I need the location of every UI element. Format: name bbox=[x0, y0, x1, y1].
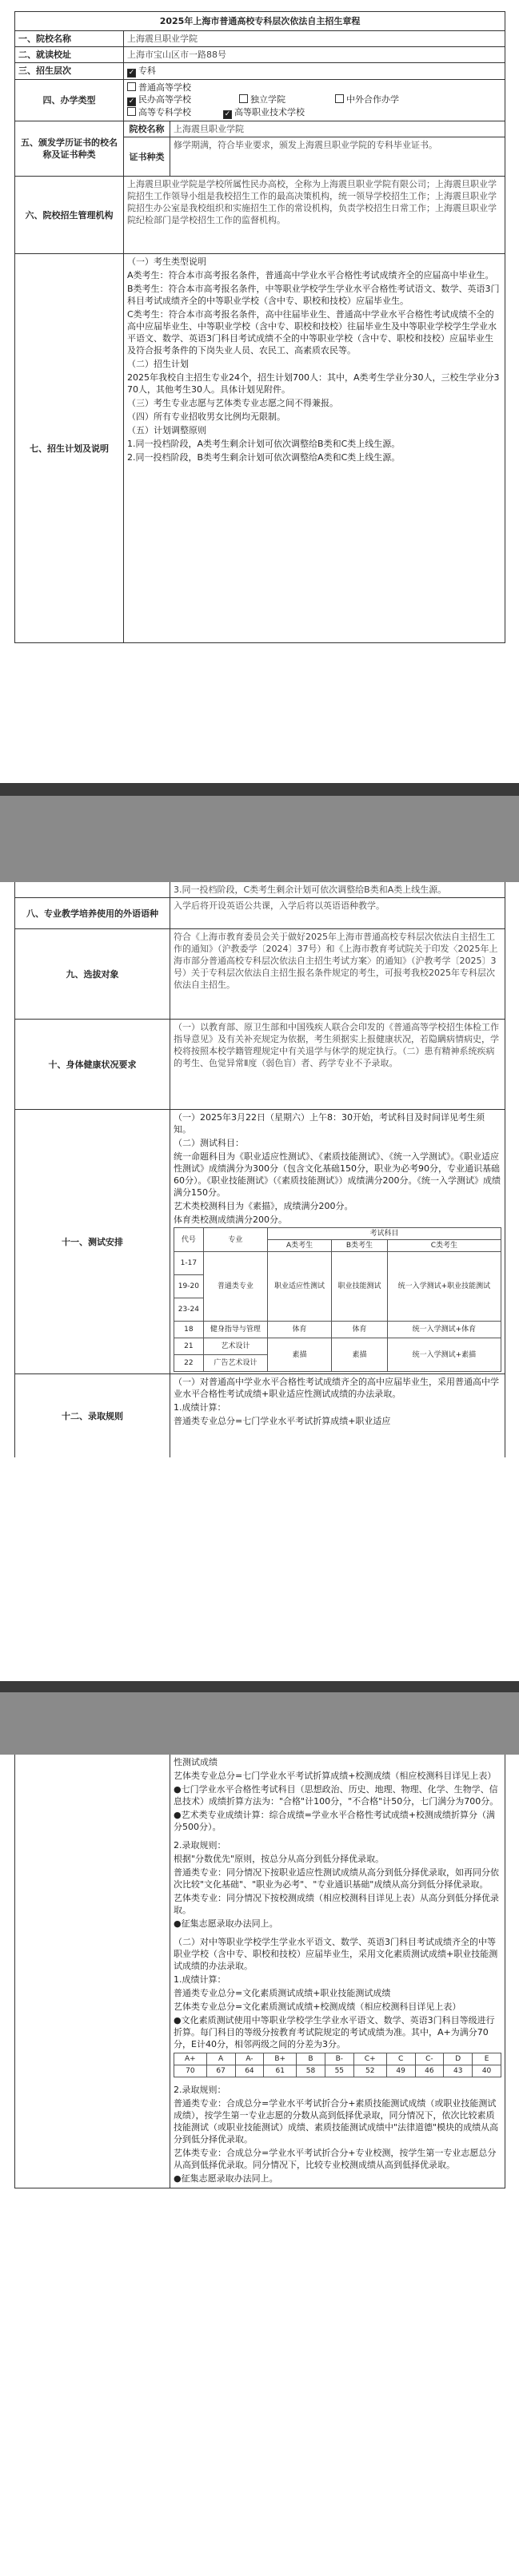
certificate-type-value: 修学期满，符合毕业要求，颁发上海震旦职业学院的专科毕业证书。 bbox=[170, 137, 505, 177]
rules-paragraph: ●征集志愿录取办法同上。 bbox=[174, 1918, 278, 1929]
test-paragraph: （一）2025年3月22日（星期六）上午8：30开始，考试科目及时间详见考生须知。 bbox=[174, 1112, 485, 1135]
grade-label: A- bbox=[235, 2053, 264, 2065]
rules-paragraph: ●七门学业水平合格性考试科目（思想政治、历史、地理、物理、化学、生物学、信息技术）成绩折算方法为："合格"计100分，"不合格"计50分，七门满分为700分。 bbox=[174, 1784, 499, 1807]
grade-label: A bbox=[206, 2053, 235, 2065]
mini-code: 21 bbox=[174, 1338, 204, 1355]
mini-code: 23-24 bbox=[174, 1298, 204, 1322]
mini-code: 1-17 bbox=[174, 1252, 204, 1275]
unchecked-box-icon bbox=[335, 94, 344, 103]
issuing-school-value: 上海震旦职业学院 bbox=[170, 121, 505, 137]
mini-header-b: B类考生 bbox=[332, 1240, 388, 1252]
grade-label: D bbox=[444, 2053, 473, 2065]
plan-paragraph: A类考生：符合本市高考报名条件，普通高中学业水平合格性考试成绩齐全的应届高中毕业生。 bbox=[127, 270, 494, 280]
mini-header-c: C类考生 bbox=[387, 1240, 501, 1252]
test-paragraph: （二）测试科目： bbox=[174, 1138, 244, 1148]
page-1 bbox=[0, 0, 519, 783]
admissions-office-value: 上海震旦职业学院是学校所属性民办高校，全称为上海震旦职业学院有限公司；上海震旦职业学院招生工作领导小组是我校招生工作的最高决策机构，统一领导学校招生工作；上海震旦职业学院招生办公室是我校组织和实施招生工作的常设机构，负责学校招生日常工作；上海震旦职业学院纪检部门是学校招生工作的监督机构。 bbox=[124, 177, 505, 254]
unchecked-box-icon bbox=[127, 107, 136, 116]
mini-major: 广告艺术设计 bbox=[203, 1355, 267, 1372]
plan-paragraph: 2025年我校自主招生专业24个，招生计划700人：其中，A类考生学业分30人，三校生学业分370人，其他考生30人。具体计划见附件。 bbox=[127, 372, 500, 395]
grade-label: C+ bbox=[353, 2053, 386, 2065]
admission-rules-content bbox=[170, 1374, 505, 1458]
mini-header-code: 代号 bbox=[174, 1228, 204, 1252]
charter-table-part-1 bbox=[14, 11, 505, 643]
rules-paragraph: 1.成绩计算： bbox=[174, 1402, 226, 1413]
enrollment-level-label: 三、招生层次 bbox=[15, 63, 124, 80]
grade-score: 52 bbox=[353, 2065, 386, 2077]
checked-box-icon: ✓ bbox=[128, 69, 135, 77]
foreign-language-value: 入学后将开设英语公共课，入学后将以英语语种教学。 bbox=[170, 898, 505, 929]
mini-c: 统一入学测试+职业技能测试 bbox=[387, 1252, 501, 1322]
blank-cell bbox=[15, 882, 170, 898]
foreign-language-label: 八、专业教学培养使用的外语语种 bbox=[15, 898, 170, 929]
plan-paragraph: （四）所有专业招收男女比例均无限制。 bbox=[127, 411, 285, 422]
plan-paragraph: 2.同一投档阶段，B类考生剩余计划可依次调整给A类和C类上线生源。 bbox=[127, 452, 401, 463]
mini-b: 素描 bbox=[332, 1338, 388, 1372]
mini-a: 职业适应性测试 bbox=[267, 1252, 331, 1322]
school-type-option: 民办高等学校 bbox=[138, 94, 191, 105]
mini-header-a: A类考生 bbox=[267, 1240, 331, 1252]
unchecked-box-icon bbox=[127, 82, 136, 91]
enrollment-level-text: 专科 bbox=[138, 66, 156, 76]
plan-paragraph: （三）考生专业志愿与艺体类专业志愿之间不得兼报。 bbox=[127, 398, 338, 408]
school-name-label: 一、院校名称 bbox=[15, 31, 124, 47]
plan-paragraph: （一）考生类型说明 bbox=[127, 256, 206, 267]
school-type-options bbox=[124, 80, 505, 121]
school-type-option: 高等专科学校 bbox=[138, 107, 191, 117]
test-paragraph: 体育类校测成绩满分200分。 bbox=[174, 1214, 287, 1225]
mini-code: 18 bbox=[174, 1322, 204, 1338]
admissions-office-label: 六、院校招生管理机构 bbox=[15, 177, 124, 254]
grade-label: B bbox=[297, 2053, 325, 2065]
checked-box-icon: ✓ bbox=[128, 97, 135, 105]
enrollment-plan-label: 七、招生计划及说明 bbox=[15, 254, 124, 643]
mini-c: 统一入学测试+素描 bbox=[387, 1338, 501, 1372]
campus-address-value: 上海市宝山区市一路88号 bbox=[124, 47, 505, 63]
applicant-eligibility-value: 符合《上海市教育委员会关于做好2025年上海市普通高校专科层次依法自主招生工作的通知》（沪教委学〔2024〕37号）和《上海市教育考试院关于印发〈2025年上海市部分普通高校专科层次依法自主招生考试方案〉的通知》（沪教考学〔2025〕3号）关于专科层次依法自主招生报名条件规定的考生，可报考我校2025年专科层次依法自主招生。 bbox=[170, 929, 505, 1020]
charter-table-part-3 bbox=[14, 1755, 505, 2188]
mini-code: 22 bbox=[174, 1355, 204, 1372]
applicant-eligibility-label: 九、选拔对象 bbox=[15, 929, 170, 1020]
grade-label: E bbox=[473, 2053, 501, 2065]
grade-score: 43 bbox=[444, 2065, 473, 2077]
page-2 bbox=[0, 882, 519, 1681]
plan-paragraph: （二）招生计划 bbox=[127, 359, 189, 369]
mini-major: 艺术设计 bbox=[203, 1338, 267, 1355]
school-type-option: 中外合作办学 bbox=[346, 94, 399, 105]
test-paragraph: 统一命题科目为《职业适应性测试》、《素质技能测试》、《统一入学测试》。《职业适应性测试》成绩满分为300分（包含文化基础150分，职业为必考90分，专业通识基础60分）。《职业技能测试》（《素质技能测试》）成绩满分200分。《统一入学测试》成绩满分150分。 bbox=[174, 1151, 501, 1198]
rules-paragraph: （一）对普通高中学业水平合格性考试成绩齐全的高中应届毕业生，采用普通高中学业水平合格性考试成绩+职业适应性测试成绩的办法录取。 bbox=[174, 1377, 499, 1399]
grade-label: C- bbox=[415, 2053, 444, 2065]
grade-score-table bbox=[174, 2053, 501, 2077]
mini-code: 19-20 bbox=[174, 1275, 204, 1298]
grade-score: 40 bbox=[473, 2065, 501, 2077]
grade-score: 58 bbox=[297, 2065, 325, 2077]
rules-paragraph: 普通类专业：同分情况下按职业适应性测试成绩从高分到低分择优录取，如再同分依次比较"文化基础"、"职业为必考"、"专业通识基础"成绩从高分到低分择优录取。 bbox=[174, 1867, 499, 1890]
mini-b: 职业技能测试 bbox=[332, 1252, 388, 1322]
plan-paragraph: 1.同一投档阶段，A类考生剩余计划可依次调整给B类和C类上线生源。 bbox=[127, 439, 401, 449]
rules-paragraph: 根据"分数优先"原则，按总分从高分到低分择优录取。 bbox=[174, 1854, 385, 1864]
enrollment-plan-content bbox=[124, 254, 505, 643]
admission-rules-continued bbox=[170, 1755, 505, 2188]
certificate-section-label: 五、颁发学历证书的校名称及证书种类 bbox=[15, 121, 124, 177]
health-requirement-value: （一）以教育部、原卫生部和中国残疾人联合会印发的《普通高等学校招生体检工作指导意见》及有关补充规定为依据，考生须据实上报健康状况，若隐瞒病情病史，学校将按照本校学籍管理规定中有关退学与休学的规定执行。（二）患有精神系统疾病的考生、色觉异常Ⅱ度（弱色盲）者、药学专业不予录取。 bbox=[170, 1020, 505, 1110]
rules-paragraph: 艺体类专业总分=七门学业水平考试折算成绩+校测成绩（相应校测科目详见上表） bbox=[174, 1771, 497, 1781]
grade-score: 70 bbox=[174, 2065, 207, 2077]
mini-header-subjects: 考试科目 bbox=[267, 1228, 501, 1240]
rules-paragraph: ●艺术类专业成绩计算：综合成绩=学业水平合格性考试成绩+校测成绩折算分（满分500分）。 bbox=[174, 1810, 496, 1832]
plan-paragraph: （五）计划调整原则 bbox=[127, 425, 206, 435]
test-paragraph: 艺术类校测科目为《素描》，成绩满分200分。 bbox=[174, 1201, 353, 1211]
checked-box-icon: ✓ bbox=[224, 110, 231, 118]
school-type-option: 高等职业技术学校 bbox=[234, 107, 305, 117]
rules-paragraph: 1.成绩计算： bbox=[174, 1974, 226, 1985]
grade-score: 55 bbox=[325, 2065, 353, 2077]
grade-score: 61 bbox=[264, 2065, 297, 2077]
school-type-option: 独立学院 bbox=[250, 94, 285, 105]
blank-cell bbox=[15, 1755, 170, 2188]
mini-header-major: 专业 bbox=[203, 1228, 267, 1252]
rules-paragraph: 艺体类专业：同分情况下按校测成绩（相应校测科目详见上表）从高分到低分择优录取。 bbox=[174, 1893, 499, 1915]
mini-a: 素描 bbox=[267, 1338, 331, 1372]
rules-paragraph: ●征集志愿录取办法同上。 bbox=[174, 2173, 278, 2184]
grade-label: B+ bbox=[264, 2053, 297, 2065]
test-arrangement-content bbox=[170, 1110, 505, 1374]
mini-major: 健身指导与管理 bbox=[203, 1322, 267, 1338]
grade-score: 67 bbox=[206, 2065, 235, 2077]
rules-paragraph: 艺体类专业：合成总分=学业水平考试折合分+专业校测，按学生第一专业志愿总分从高到低择优录取。同分情况下，比较专业校测成绩从高到低择优录取。 bbox=[174, 2148, 497, 2170]
page-separator bbox=[0, 783, 519, 796]
rules-paragraph: 普通类专业：合成总分=学业水平考试折合分+素质技能测试成绩（或职业技能测试成绩），按学生第一专业志愿的分数从高到低择优录取，同分情况下，依次比较素质技能测试（或职业技能测试）成绩、素质技能测试成绩中"法律道德"模块的成绩从高分到低分择优录取。 bbox=[174, 2098, 499, 2145]
school-type-label: 四、办学类型 bbox=[15, 80, 124, 121]
plan-paragraph: B类考生：符合本市高考报名条件，中等职业学校学生学业水平合格性考试语文、数学、英语3门科目考试成绩齐全的中等职业学校（含中专、职校和技校）应届毕业生。 bbox=[127, 284, 500, 306]
issuing-school-label: 院校名称 bbox=[124, 121, 170, 137]
rules-paragraph: （二）对中等职业学校学生学业水平语文、数学、英语3门科目考试成绩齐全的中等职业学校（含中专、职校和技校）应届毕业生，采用文化素质测试成绩+职业技能测试成绩的办法录取。 bbox=[174, 1937, 498, 1971]
page-3 bbox=[0, 1755, 519, 2576]
test-subject-table bbox=[174, 1227, 501, 1372]
grade-score: 64 bbox=[235, 2065, 264, 2077]
rules-paragraph: 性测试成绩 bbox=[174, 1757, 218, 1767]
health-requirement-label: 十、身体健康状况要求 bbox=[15, 1020, 170, 1110]
page-separator bbox=[0, 1681, 519, 1692]
admission-rules-label: 十二、录取规则 bbox=[15, 1374, 170, 1458]
school-type-option: 普通高等学校 bbox=[138, 82, 191, 93]
charter-table-part-2 bbox=[14, 882, 505, 1457]
rules-paragraph: 普通类专业总分=七门学业水平考试折算成绩+职业适应 bbox=[174, 1416, 391, 1426]
unchecked-box-icon bbox=[239, 94, 248, 103]
grade-label: C bbox=[386, 2053, 415, 2065]
rules-paragraph: 2.录取规则： bbox=[174, 1840, 226, 1851]
mini-a: 体育 bbox=[267, 1322, 331, 1338]
rules-paragraph: 2.录取规则： bbox=[174, 2085, 226, 2095]
rules-paragraph: 艺体类专业总分=文化素质测试成绩+校测成绩（相应校测科目详见上表） bbox=[174, 2002, 461, 2012]
mini-b: 体育 bbox=[332, 1322, 388, 1338]
document-title: 2025年上海市普通高校专科层次依法自主招生章程 bbox=[15, 12, 505, 31]
school-name-value: 上海震旦职业学院 bbox=[124, 31, 505, 47]
test-arrangement-label: 十一、测试安排 bbox=[15, 1110, 170, 1374]
mini-major: 普通类专业 bbox=[203, 1252, 267, 1322]
rules-paragraph: ●文化素质测试使用中等职业学校学生学业水平语文、数学、英语3门科目等级进行折算。每门科目的等级分按教育考试院规定的考试成绩为准。其中，A+为满分70分，E计40分，相邻两级之间的分差为3分。 bbox=[174, 2015, 495, 2049]
plan-paragraph: C类考生：符合本市高考报名条件，高中往届毕业生、普通高中学业水平合格性考试成绩不全的高中应届毕业生、中等职业学校（含中专、职校和技校）往届毕业生及中等职业学校学生学业水平语文、数学、英语3门科目考试成绩不全的中等职业学校（含中专、职校和技校）应届毕业生及符合报考条件的下岗失业人员、农民工、高素质农民等。 bbox=[127, 309, 497, 356]
grade-label: A+ bbox=[174, 2053, 207, 2065]
grade-score: 46 bbox=[415, 2065, 444, 2077]
enrollment-level-value bbox=[124, 63, 505, 80]
certificate-type-label: 证书种类 bbox=[124, 137, 170, 177]
rules-paragraph: 普通类专业总分=文化素质测试成绩+职业技能测试成绩 bbox=[174, 1988, 391, 1998]
grade-score: 49 bbox=[386, 2065, 415, 2077]
mini-c: 统一入学测试+体育 bbox=[387, 1322, 501, 1338]
grade-label: B- bbox=[325, 2053, 353, 2065]
campus-address-label: 二、就读校址 bbox=[15, 47, 124, 63]
plan-continued-text: 3.同一投档阶段，C类考生剩余计划可依次调整给B类和A类上线生源。 bbox=[170, 882, 505, 898]
